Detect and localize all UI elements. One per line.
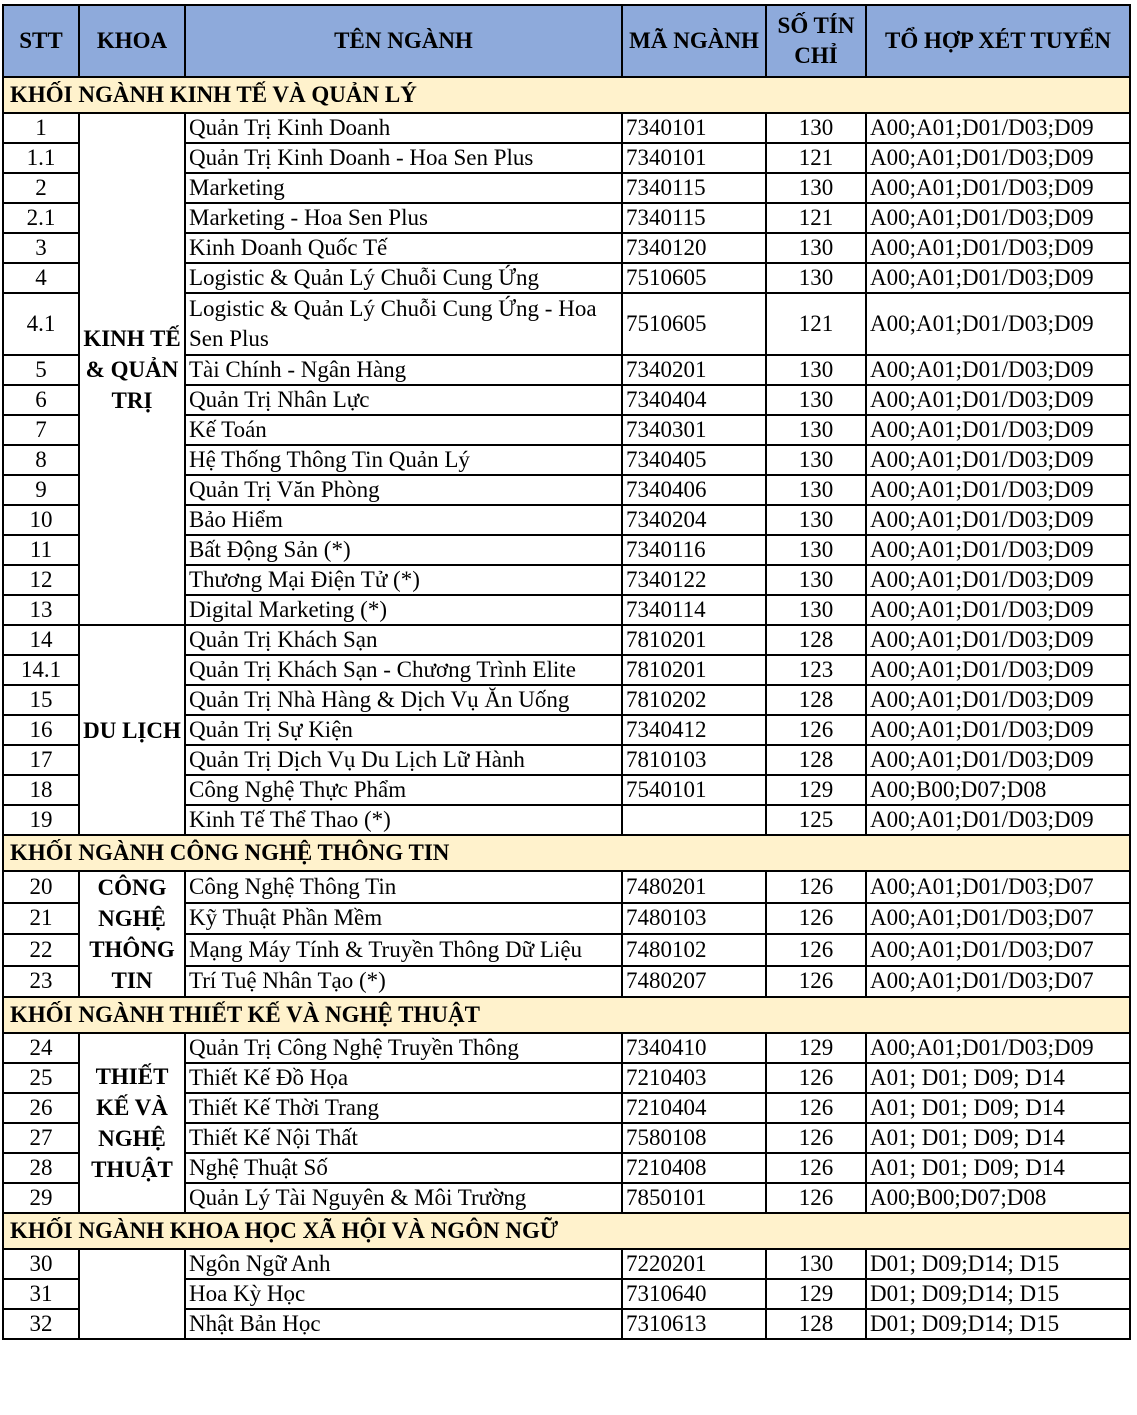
ten-nganh-cell: Logistic & Quản Lý Chuỗi Cung Ứng - Hoa Sen Plus bbox=[185, 293, 622, 355]
ma-nganh-cell: 7580108 bbox=[622, 1123, 766, 1153]
stt-cell: 15 bbox=[3, 685, 79, 715]
so-tin-chi-cell: 128 bbox=[766, 1309, 866, 1339]
stt-cell: 1.1 bbox=[3, 143, 79, 173]
so-tin-chi-cell: 126 bbox=[766, 1183, 866, 1213]
ten-nganh-cell: Kế Toán bbox=[185, 415, 622, 445]
ten-nganh-cell: Quản Trị Nhân Lực bbox=[185, 385, 622, 415]
so-tin-chi-cell: 130 bbox=[766, 505, 866, 535]
khoa-cell: THIẾT KẾ VÀ NGHỆ THUẬT bbox=[79, 1033, 185, 1213]
ma-nganh-cell: 7210408 bbox=[622, 1153, 766, 1183]
to-hop-cell: D01; D09;D14; D15 bbox=[866, 1249, 1130, 1279]
to-hop-cell: A00;A01;D01/D03;D09 bbox=[866, 625, 1130, 655]
so-tin-chi-cell: 129 bbox=[766, 1279, 866, 1309]
ten-nganh-cell: Quản Lý Tài Nguyên & Môi Trường bbox=[185, 1183, 622, 1213]
so-tin-chi-cell: 126 bbox=[766, 934, 866, 966]
ma-nganh-cell: 7340120 bbox=[622, 233, 766, 263]
ten-nganh-cell: Quản Trị Khách Sạn - Chương Trình Elite bbox=[185, 655, 622, 685]
table-row bbox=[3, 1033, 1130, 1063]
so-tin-chi-cell: 121 bbox=[766, 293, 866, 355]
ten-nganh-cell: Nhật Bản Học bbox=[185, 1309, 622, 1339]
section-row bbox=[3, 1213, 1130, 1249]
to-hop-cell: A00;A01;D01/D03;D09 bbox=[866, 293, 1130, 355]
ma-nganh-cell: 7340122 bbox=[622, 565, 766, 595]
stt-cell: 17 bbox=[3, 745, 79, 775]
to-hop-cell: A00;B00;D07;D08 bbox=[866, 775, 1130, 805]
to-hop-cell: A00;A01;D01/D03;D09 bbox=[866, 685, 1130, 715]
ten-nganh-cell: Quản Trị Khách Sạn bbox=[185, 625, 622, 655]
ten-nganh-cell: Bất Động Sản (*) bbox=[185, 535, 622, 565]
to-hop-cell: A00;A01;D01/D03;D09 bbox=[866, 385, 1130, 415]
stt-cell: 21 bbox=[3, 903, 79, 935]
so-tin-chi-cell: 123 bbox=[766, 655, 866, 685]
to-hop-cell: A00;B00;D07;D08 bbox=[866, 1183, 1130, 1213]
header-ma-nganh: MÃ NGÀNH bbox=[622, 5, 766, 77]
ten-nganh-cell: Marketing - Hoa Sen Plus bbox=[185, 203, 622, 233]
stt-cell: 11 bbox=[3, 535, 79, 565]
stt-cell: 23 bbox=[3, 966, 79, 998]
stt-cell: 10 bbox=[3, 505, 79, 535]
ma-nganh-cell: 7340114 bbox=[622, 595, 766, 625]
section-title: KHỐI NGÀNH KINH TẾ VÀ QUẢN LÝ bbox=[3, 77, 1130, 113]
to-hop-cell: A01; D01; D09; D14 bbox=[866, 1093, 1130, 1123]
so-tin-chi-cell: 128 bbox=[766, 745, 866, 775]
so-tin-chi-cell: 130 bbox=[766, 445, 866, 475]
ten-nganh-cell: Quản Trị Kinh Doanh - Hoa Sen Plus bbox=[185, 143, 622, 173]
ma-nganh-cell: 7210403 bbox=[622, 1063, 766, 1093]
ten-nganh-cell: Kỹ Thuật Phần Mềm bbox=[185, 903, 622, 935]
section-title: KHỐI NGÀNH CÔNG NGHỆ THÔNG TIN bbox=[3, 835, 1130, 871]
ten-nganh-cell: Công Nghệ Thông Tin bbox=[185, 871, 622, 903]
so-tin-chi-cell: 125 bbox=[766, 805, 866, 835]
so-tin-chi-cell: 130 bbox=[766, 355, 866, 385]
ma-nganh-cell: 7810202 bbox=[622, 685, 766, 715]
to-hop-cell: A00;A01;D01/D03;D09 bbox=[866, 263, 1130, 293]
stt-cell: 32 bbox=[3, 1309, 79, 1339]
ma-nganh-cell: 7480102 bbox=[622, 934, 766, 966]
to-hop-cell: A00;A01;D01/D03;D09 bbox=[866, 595, 1130, 625]
ma-nganh-cell: 7340116 bbox=[622, 535, 766, 565]
so-tin-chi-cell: 130 bbox=[766, 535, 866, 565]
khoa-cell bbox=[79, 1249, 185, 1339]
so-tin-chi-cell: 130 bbox=[766, 233, 866, 263]
so-tin-chi-cell: 130 bbox=[766, 173, 866, 203]
to-hop-cell: A00;A01;D01/D03;D09 bbox=[866, 355, 1130, 385]
to-hop-cell: A00;A01;D01/D03;D09 bbox=[866, 445, 1130, 475]
ma-nganh-cell: 7340115 bbox=[622, 203, 766, 233]
ma-nganh-cell: 7340405 bbox=[622, 445, 766, 475]
section-row bbox=[3, 835, 1130, 871]
to-hop-cell: A00;A01;D01/D03;D07 bbox=[866, 966, 1130, 998]
ma-nganh-cell: 7340404 bbox=[622, 385, 766, 415]
to-hop-cell: A00;A01;D01/D03;D07 bbox=[866, 871, 1130, 903]
stt-cell: 5 bbox=[3, 355, 79, 385]
ten-nganh-cell: Logistic & Quản Lý Chuỗi Cung Ứng bbox=[185, 263, 622, 293]
ma-nganh-cell bbox=[622, 805, 766, 835]
admissions-table bbox=[2, 4, 1131, 1340]
header-row bbox=[3, 5, 1130, 77]
ma-nganh-cell: 7340406 bbox=[622, 475, 766, 505]
stt-cell: 6 bbox=[3, 385, 79, 415]
stt-cell: 20 bbox=[3, 871, 79, 903]
to-hop-cell: A00;A01;D01/D03;D09 bbox=[866, 415, 1130, 445]
ma-nganh-cell: 7340410 bbox=[622, 1033, 766, 1063]
stt-cell: 22 bbox=[3, 934, 79, 966]
khoa-cell: KINH TẾ & QUẢN TRỊ bbox=[79, 113, 185, 625]
ten-nganh-cell: Kinh Tế Thể Thao (*) bbox=[185, 805, 622, 835]
stt-cell: 31 bbox=[3, 1279, 79, 1309]
to-hop-cell: A01; D01; D09; D14 bbox=[866, 1153, 1130, 1183]
stt-cell: 19 bbox=[3, 805, 79, 835]
so-tin-chi-cell: 130 bbox=[766, 475, 866, 505]
stt-cell: 27 bbox=[3, 1123, 79, 1153]
ten-nganh-cell: Thiết Kế Thời Trang bbox=[185, 1093, 622, 1123]
so-tin-chi-cell: 130 bbox=[766, 1249, 866, 1279]
header-ten-nganh: TÊN NGÀNH bbox=[185, 5, 622, 77]
to-hop-cell: A00;A01;D01/D03;D09 bbox=[866, 233, 1130, 263]
ten-nganh-cell: Quản Trị Nhà Hàng & Dịch Vụ Ăn Uống bbox=[185, 685, 622, 715]
ten-nganh-cell: Quản Trị Công Nghệ Truyền Thông bbox=[185, 1033, 622, 1063]
khoa-cell: CÔNG NGHỆ THÔNG TIN bbox=[79, 871, 185, 997]
stt-cell: 12 bbox=[3, 565, 79, 595]
to-hop-cell: A00;A01;D01/D03;D09 bbox=[866, 715, 1130, 745]
to-hop-cell: A00;A01;D01/D03;D09 bbox=[866, 143, 1130, 173]
ma-nganh-cell: 7340101 bbox=[622, 143, 766, 173]
ma-nganh-cell: 7310640 bbox=[622, 1279, 766, 1309]
section-title: KHỐI NGÀNH THIẾT KẾ VÀ NGHỆ THUẬT bbox=[3, 997, 1130, 1033]
to-hop-cell: A00;A01;D01/D03;D09 bbox=[866, 475, 1130, 505]
section-row bbox=[3, 77, 1130, 113]
ma-nganh-cell: 7340204 bbox=[622, 505, 766, 535]
ma-nganh-cell: 7340301 bbox=[622, 415, 766, 445]
ma-nganh-cell: 7480207 bbox=[622, 966, 766, 998]
ma-nganh-cell: 7220201 bbox=[622, 1249, 766, 1279]
section-title: KHỐI NGÀNH KHOA HỌC XÃ HỘI VÀ NGÔN NGỮ bbox=[3, 1213, 1130, 1249]
so-tin-chi-cell: 129 bbox=[766, 1033, 866, 1063]
ten-nganh-cell: Trí Tuệ Nhân Tạo (*) bbox=[185, 966, 622, 998]
stt-cell: 29 bbox=[3, 1183, 79, 1213]
so-tin-chi-cell: 126 bbox=[766, 903, 866, 935]
stt-cell: 25 bbox=[3, 1063, 79, 1093]
so-tin-chi-cell: 126 bbox=[766, 966, 866, 998]
ten-nganh-cell: Thiết Kế Nội Thất bbox=[185, 1123, 622, 1153]
stt-cell: 14.1 bbox=[3, 655, 79, 685]
to-hop-cell: A00;A01;D01/D03;D09 bbox=[866, 655, 1130, 685]
header-so-tin-chi: SỐ TÍN CHỈ bbox=[766, 5, 866, 77]
stt-cell: 18 bbox=[3, 775, 79, 805]
stt-cell: 24 bbox=[3, 1033, 79, 1063]
table-row bbox=[3, 625, 1130, 655]
ten-nganh-cell: Ngôn Ngữ Anh bbox=[185, 1249, 622, 1279]
ten-nganh-cell: Công Nghệ Thực Phẩm bbox=[185, 775, 622, 805]
ma-nganh-cell: 7540101 bbox=[622, 775, 766, 805]
ma-nganh-cell: 7850101 bbox=[622, 1183, 766, 1213]
stt-cell: 30 bbox=[3, 1249, 79, 1279]
table-row bbox=[3, 871, 1130, 903]
so-tin-chi-cell: 130 bbox=[766, 263, 866, 293]
table-row bbox=[3, 1249, 1130, 1279]
ma-nganh-cell: 7480103 bbox=[622, 903, 766, 935]
ma-nganh-cell: 7480201 bbox=[622, 871, 766, 903]
ten-nganh-cell: Quản Trị Sự Kiện bbox=[185, 715, 622, 745]
stt-cell: 2.1 bbox=[3, 203, 79, 233]
to-hop-cell: A00;A01;D01/D03;D09 bbox=[866, 203, 1130, 233]
table-row bbox=[3, 113, 1130, 143]
to-hop-cell: A00;A01;D01/D03;D07 bbox=[866, 903, 1130, 935]
so-tin-chi-cell: 126 bbox=[766, 1063, 866, 1093]
ma-nganh-cell: 7310613 bbox=[622, 1309, 766, 1339]
stt-cell: 4 bbox=[3, 263, 79, 293]
to-hop-cell: A01; D01; D09; D14 bbox=[866, 1123, 1130, 1153]
stt-cell: 9 bbox=[3, 475, 79, 505]
ma-nganh-cell: 7340412 bbox=[622, 715, 766, 745]
to-hop-cell: A01; D01; D09; D14 bbox=[866, 1063, 1130, 1093]
so-tin-chi-cell: 121 bbox=[766, 203, 866, 233]
khoa-cell: DU LỊCH bbox=[79, 625, 185, 835]
so-tin-chi-cell: 130 bbox=[766, 385, 866, 415]
to-hop-cell: A00;A01;D01/D03;D09 bbox=[866, 1033, 1130, 1063]
ma-nganh-cell: 7340101 bbox=[622, 113, 766, 143]
to-hop-cell: A00;A01;D01/D03;D09 bbox=[866, 173, 1130, 203]
stt-cell: 2 bbox=[3, 173, 79, 203]
ten-nganh-cell: Hoa Kỳ Học bbox=[185, 1279, 622, 1309]
so-tin-chi-cell: 121 bbox=[766, 143, 866, 173]
stt-cell: 14 bbox=[3, 625, 79, 655]
so-tin-chi-cell: 130 bbox=[766, 595, 866, 625]
stt-cell: 4.1 bbox=[3, 293, 79, 355]
to-hop-cell: A00;A01;D01/D03;D09 bbox=[866, 745, 1130, 775]
header-to-hop: TỔ HỢP XÉT TUYỂN bbox=[866, 5, 1130, 77]
so-tin-chi-cell: 126 bbox=[766, 1123, 866, 1153]
ten-nganh-cell: Digital Marketing (*) bbox=[185, 595, 622, 625]
stt-cell: 7 bbox=[3, 415, 79, 445]
so-tin-chi-cell: 128 bbox=[766, 685, 866, 715]
ma-nganh-cell: 7340201 bbox=[622, 355, 766, 385]
to-hop-cell: A00;A01;D01/D03;D09 bbox=[866, 113, 1130, 143]
ten-nganh-cell: Nghệ Thuật Số bbox=[185, 1153, 622, 1183]
stt-cell: 8 bbox=[3, 445, 79, 475]
to-hop-cell: A00;A01;D01/D03;D09 bbox=[866, 535, 1130, 565]
to-hop-cell: A00;A01;D01/D03;D09 bbox=[866, 565, 1130, 595]
to-hop-cell: D01; D09;D14; D15 bbox=[866, 1309, 1130, 1339]
so-tin-chi-cell: 130 bbox=[766, 113, 866, 143]
so-tin-chi-cell: 126 bbox=[766, 715, 866, 745]
header-khoa: KHOA bbox=[79, 5, 185, 77]
header-stt: STT bbox=[3, 5, 79, 77]
so-tin-chi-cell: 126 bbox=[766, 1153, 866, 1183]
section-row bbox=[3, 997, 1130, 1033]
so-tin-chi-cell: 129 bbox=[766, 775, 866, 805]
ma-nganh-cell: 7510605 bbox=[622, 263, 766, 293]
stt-cell: 13 bbox=[3, 595, 79, 625]
to-hop-cell: A00;A01;D01/D03;D07 bbox=[866, 934, 1130, 966]
ten-nganh-cell: Tài Chính - Ngân Hàng bbox=[185, 355, 622, 385]
ten-nganh-cell: Thiết Kế Đồ Họa bbox=[185, 1063, 622, 1093]
so-tin-chi-cell: 130 bbox=[766, 415, 866, 445]
to-hop-cell: A00;A01;D01/D03;D09 bbox=[866, 505, 1130, 535]
ma-nganh-cell: 7810103 bbox=[622, 745, 766, 775]
ten-nganh-cell: Marketing bbox=[185, 173, 622, 203]
stt-cell: 3 bbox=[3, 233, 79, 263]
to-hop-cell: A00;A01;D01/D03;D09 bbox=[866, 805, 1130, 835]
ten-nganh-cell: Quản Trị Dịch Vụ Du Lịch Lữ Hành bbox=[185, 745, 622, 775]
ma-nganh-cell: 7210404 bbox=[622, 1093, 766, 1123]
ten-nganh-cell: Bảo Hiểm bbox=[185, 505, 622, 535]
ma-nganh-cell: 7340115 bbox=[622, 173, 766, 203]
table-body bbox=[3, 77, 1130, 1339]
ma-nganh-cell: 7510605 bbox=[622, 293, 766, 355]
to-hop-cell: D01; D09;D14; D15 bbox=[866, 1279, 1130, 1309]
ten-nganh-cell: Hệ Thống Thông Tin Quản Lý bbox=[185, 445, 622, 475]
so-tin-chi-cell: 126 bbox=[766, 871, 866, 903]
so-tin-chi-cell: 128 bbox=[766, 625, 866, 655]
so-tin-chi-cell: 130 bbox=[766, 565, 866, 595]
ten-nganh-cell: Quản Trị Kinh Doanh bbox=[185, 113, 622, 143]
stt-cell: 26 bbox=[3, 1093, 79, 1123]
ten-nganh-cell: Kinh Doanh Quốc Tế bbox=[185, 233, 622, 263]
ten-nganh-cell: Thương Mại Điện Tử (*) bbox=[185, 565, 622, 595]
stt-cell: 1 bbox=[3, 113, 79, 143]
stt-cell: 28 bbox=[3, 1153, 79, 1183]
ma-nganh-cell: 7810201 bbox=[622, 625, 766, 655]
stt-cell: 16 bbox=[3, 715, 79, 745]
ma-nganh-cell: 7810201 bbox=[622, 655, 766, 685]
so-tin-chi-cell: 126 bbox=[766, 1093, 866, 1123]
ten-nganh-cell: Quản Trị Văn Phòng bbox=[185, 475, 622, 505]
ten-nganh-cell: Mạng Máy Tính & Truyền Thông Dữ Liệu bbox=[185, 934, 622, 966]
